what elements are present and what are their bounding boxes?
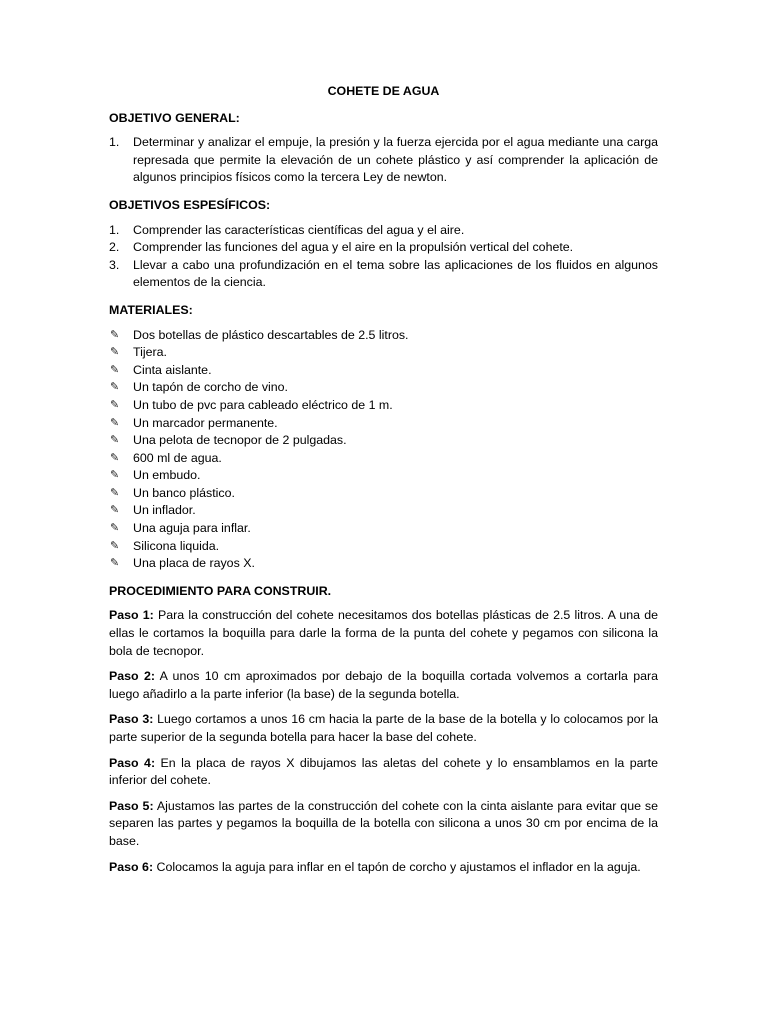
material-text: Una placa de rayos X. — [133, 556, 255, 571]
material-text: Silicona liquida. — [133, 538, 220, 553]
pencil-bullet-icon: ✎ — [110, 416, 120, 429]
material-text: Una aguja para inflar. — [133, 521, 251, 536]
pencil-bullet-icon: ✎ — [110, 504, 120, 517]
list-item — [109, 257, 658, 292]
pencil-bullet-icon: ✎ — [110, 451, 120, 464]
list-number: 1. — [109, 135, 120, 150]
general-objective-heading: OBJETIVO GENERAL: — [109, 110, 240, 125]
step-label: Paso 5: — [109, 798, 154, 813]
step-label: Paso 2: — [109, 669, 155, 684]
list-number: 2. — [109, 240, 120, 255]
list-item — [109, 485, 658, 503]
material-text: Un marcador permanente. — [133, 415, 278, 430]
step-text: Para la construcción del cohete necesitamos dos botellas plásticas de 2.5 litros. A una de ellas le cortamos la boquilla para darle la forma de la punta del cohete y pegamos con silicona la bola de tecnopor. — [109, 608, 658, 658]
step-label: Paso 4: — [109, 755, 156, 770]
step-label: Paso 1: — [109, 608, 154, 623]
materials-heading: MATERIALES: — [109, 302, 193, 317]
material-text: Dos botellas de plástico descartables de 2.5 litros. — [133, 327, 409, 342]
material-text: Un banco plástico. — [133, 485, 235, 500]
specific-objectives-heading: OBJETIVOS ESPESÍFICOS: — [109, 197, 271, 212]
procedure-step — [109, 607, 658, 660]
list-item — [109, 397, 658, 415]
list-item — [109, 538, 658, 556]
materials-list — [109, 327, 658, 573]
list-item — [109, 327, 658, 345]
procedure-heading: PROCEDIMIENTO PARA CONSTRUIR. — [109, 583, 332, 598]
pencil-bullet-icon: ✎ — [110, 346, 120, 359]
pencil-bullet-icon: ✎ — [110, 486, 120, 499]
list-item — [109, 467, 658, 485]
list-item — [109, 344, 658, 362]
material-text: Un tapón de corcho de vino. — [133, 380, 288, 395]
list-item — [109, 415, 658, 433]
procedure-step — [109, 711, 658, 746]
list-item — [109, 362, 658, 380]
step-text: Ajustamos las partes de la construcción del cohete con la cinta aislante para evitar que se separen las partes y pegamos la boquilla de la botella con silicona a unos 30 cm por encima de la base. — [109, 798, 659, 848]
material-text: Un embudo. — [133, 468, 201, 483]
step-label: Paso 3: — [109, 712, 154, 727]
document-title: COHETE DE AGUA — [327, 84, 440, 98]
list-item — [109, 222, 658, 240]
pencil-bullet-icon: ✎ — [110, 434, 120, 447]
list-item — [109, 432, 658, 450]
list-item — [109, 450, 658, 468]
list-number: 3. — [109, 257, 120, 272]
step-text: Colocamos la aguja para inflar en el tapón de corcho y ajustamos el inflador en la aguja. — [153, 859, 641, 874]
material-text: 600 ml de agua. — [133, 450, 222, 465]
material-text: Cinta aislante. — [133, 362, 212, 377]
pencil-bullet-icon: ✎ — [110, 522, 120, 535]
general-objective-list — [109, 134, 658, 187]
list-item-text: Comprender las funciones del agua y el aire en la propulsión vertical del cohete. — [133, 240, 574, 255]
pencil-bullet-icon: ✎ — [110, 328, 120, 341]
list-item-text: Determinar y analizar el empuje, la presión y la fuerza ejercida por el agua mediante una carga represada que permite la elevación de un cohete plástico y así comprender la aplicación de algunos principios físicos como la tercera Ley de newton. — [133, 135, 658, 185]
list-item — [109, 555, 658, 573]
material-text: Un tubo de pvc para cableado eléctrico de 1 m. — [133, 397, 393, 412]
step-text: Luego cortamos a unos 16 cm hacia la parte de la base de la botella y lo colocamos por la parte superior de la segunda botella para hacer la base del cohete. — [109, 712, 658, 744]
material-text: Un inflador. — [133, 503, 196, 518]
pencil-bullet-icon: ✎ — [110, 557, 120, 570]
pencil-bullet-icon: ✎ — [110, 539, 120, 552]
list-number: 1. — [109, 222, 120, 237]
procedure-step — [109, 755, 658, 790]
material-text: Tijera. — [133, 345, 167, 360]
procedure-step — [109, 798, 658, 851]
list-item-text: Comprender las características científicas del agua y el aire. — [133, 222, 465, 237]
list-item — [109, 379, 658, 397]
step-label: Paso 6: — [109, 859, 154, 874]
specific-objectives-list — [109, 222, 658, 292]
step-text: A unos 10 cm aproximados por debajo de la boquilla cortada volvemos a cortarla para luego añadirlo a la parte inferior (la base) de la segunda botella. — [109, 669, 658, 701]
step-text: En la placa de rayos X dibujamos las aletas del cohete y lo ensamblamos en la parte inferior del cohete. — [109, 755, 658, 788]
pencil-bullet-icon: ✎ — [110, 381, 120, 394]
material-text: Una pelota de tecnopor de 2 pulgadas. — [133, 433, 347, 448]
pencil-bullet-icon: ✎ — [110, 363, 120, 376]
list-item — [109, 239, 658, 257]
list-item — [109, 502, 658, 520]
procedure-step — [109, 859, 658, 877]
procedure-step — [109, 668, 658, 703]
list-item — [109, 520, 658, 538]
pencil-bullet-icon: ✎ — [110, 398, 120, 411]
list-item-text: Llevar a cabo una profundización en el tema sobre las aplicaciones de los fluidos en algunos elementos de la ciencia. — [133, 257, 658, 290]
list-item — [109, 134, 658, 187]
pencil-bullet-icon: ✎ — [110, 469, 120, 482]
